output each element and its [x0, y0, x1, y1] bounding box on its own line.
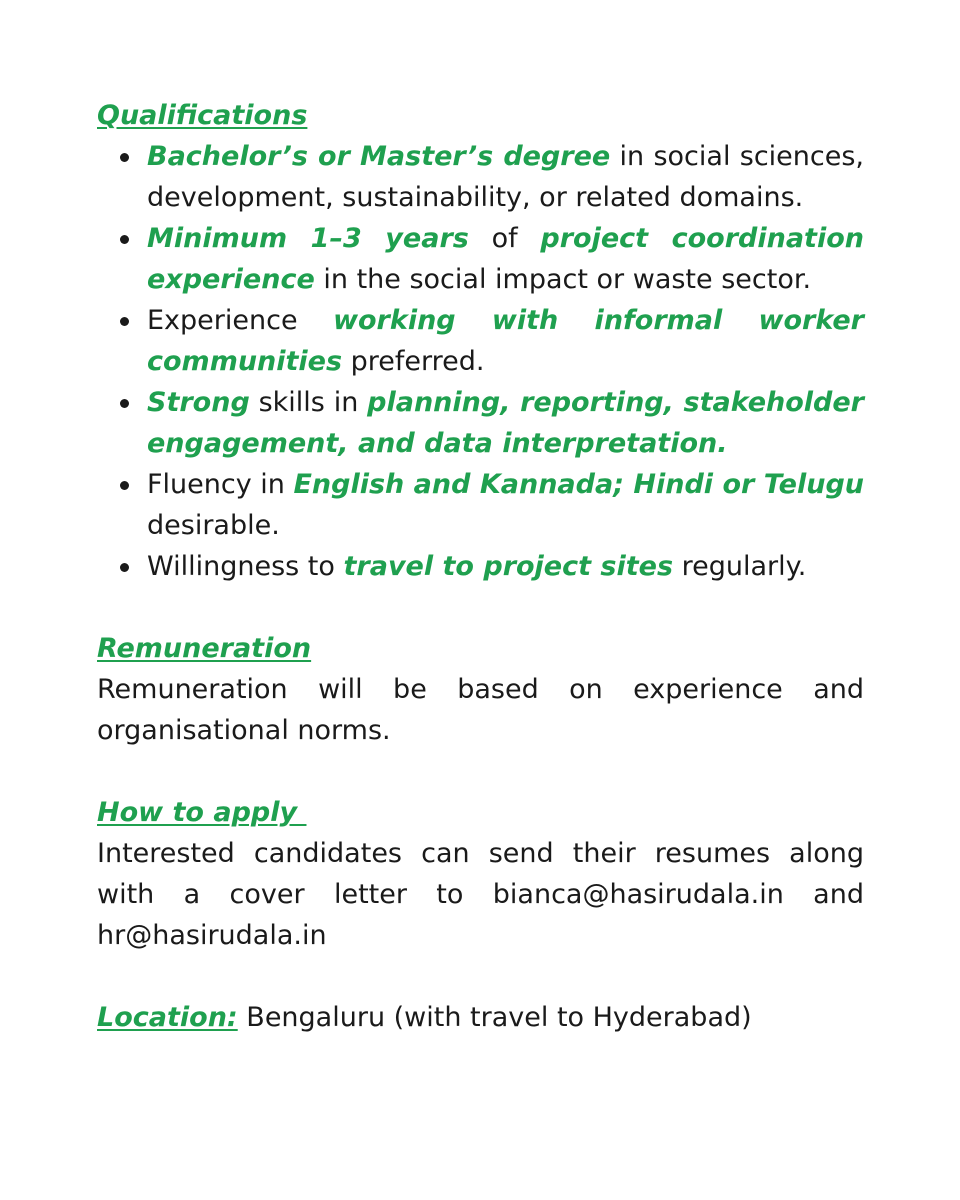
list-item — [147, 464, 864, 546]
list-item — [147, 382, 864, 464]
emphasis-text: working with informal worker communities — [147, 305, 864, 377]
body-text: desirable. — [147, 510, 280, 541]
how-to-apply-body — [97, 833, 864, 956]
remuneration-heading: Remuneration — [97, 633, 312, 664]
body-text: regularly. — [673, 551, 807, 582]
email-link-bianca[interactable]: bianca@hasirudala.in — [492, 879, 784, 910]
emphasis-text: travel to project sites — [343, 551, 674, 582]
emphasis-text: project coordination experience — [147, 223, 864, 295]
section-spacer — [97, 751, 864, 792]
emphasis-text: Strong — [147, 387, 250, 418]
body-text: Interested candidates can send their resumes along with a cover letter to — [97, 838, 864, 910]
list-item — [147, 218, 864, 300]
how-to-apply-section — [97, 792, 864, 956]
list-item — [147, 300, 864, 382]
body-text: Fluency in — [147, 469, 294, 500]
body-text: of — [468, 223, 541, 254]
body-text: Experience — [147, 305, 334, 336]
body-text: in social sciences, development, sustainability, or related domains. — [147, 141, 864, 213]
section-spacer — [97, 956, 864, 997]
qualifications-list — [97, 136, 864, 587]
emphasis-text: planning, reporting, stakeholder engagement, and data interpretation. — [147, 387, 864, 459]
body-text: and — [783, 879, 864, 910]
qualifications-heading: Qualifications — [97, 100, 308, 131]
body-text: skills in — [249, 387, 368, 418]
location-heading: Location: — [97, 1002, 238, 1033]
section-spacer — [97, 587, 864, 628]
emphasis-text: English and Kannada; Hindi or Telugu — [293, 469, 864, 500]
remuneration-body: Remuneration will be based on experience and organisational norms. — [97, 674, 864, 746]
emphasis-text: Minimum 1–3 years — [147, 223, 469, 254]
body-text: preferred. — [342, 346, 485, 377]
location-value: Bengaluru (with travel to Hyderabad) — [237, 1002, 752, 1033]
body-text: Willingness to — [147, 551, 344, 582]
email-link-hr[interactable]: hr@hasirudala.in — [97, 920, 327, 951]
location-section — [97, 997, 864, 1038]
emphasis-text: Bachelor’s or Master’s degree — [147, 141, 611, 172]
how-to-apply-heading: How to apply — [97, 797, 307, 828]
list-item — [147, 546, 864, 587]
qualifications-section — [97, 95, 864, 587]
job-posting-page — [97, 95, 864, 1038]
body-text: in the social impact or waste sector. — [314, 264, 812, 295]
list-item — [147, 136, 864, 218]
remuneration-section — [97, 628, 864, 751]
